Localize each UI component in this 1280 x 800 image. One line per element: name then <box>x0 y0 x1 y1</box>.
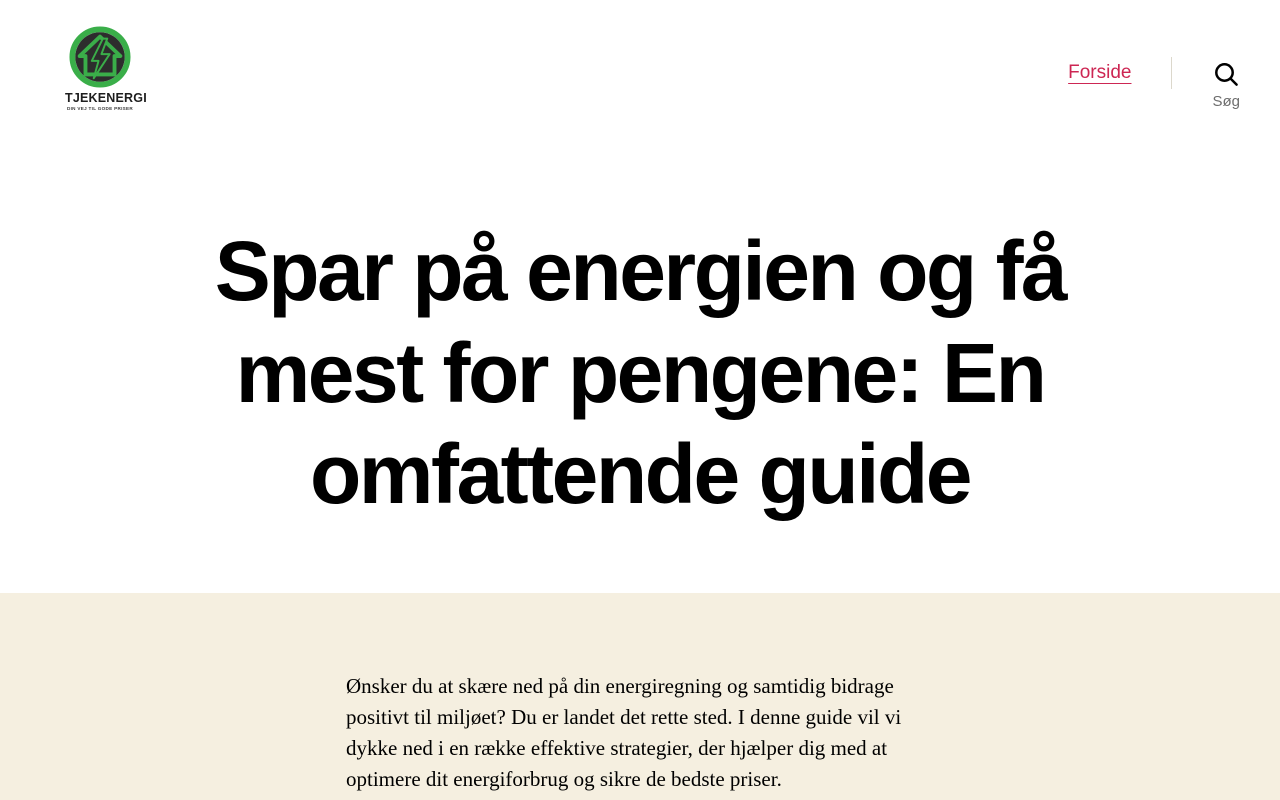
page-title-line-2: mest for pengene: En <box>235 325 1045 420</box>
search-label: Søg <box>1212 93 1240 110</box>
page-title-line-3: omfattende guide <box>309 427 970 522</box>
site-header <box>0 0 1280 145</box>
post-content <box>0 593 1280 800</box>
page-title-line-1: Spar på energien og få <box>214 224 1066 318</box>
primary-nav <box>1068 0 1240 145</box>
logo-tagline: DIN VEJ TIL GODE PRISER <box>66 106 134 111</box>
site-logo[interactable] <box>65 26 147 111</box>
nav-link-forside[interactable]: Forside <box>1068 61 1132 83</box>
tjekenergi-logo-icon <box>69 26 131 88</box>
search-icon <box>1213 61 1240 88</box>
intro-paragraph: Ønsker du at skære ned på din energiregning og samtidig bidrage positivt til miljøet? Du er landet det rette sted. I denne guide vil vi dykke ned i en række effektive strategier, der hjælper dig med at optimere dit energiforbrug og sikre de bedste priser. <box>346 673 902 791</box>
nav-divider <box>1171 57 1172 89</box>
page-title <box>160 221 1120 526</box>
logo-name: TJEKENERGI <box>65 91 147 105</box>
search-toggle[interactable] <box>1212 61 1240 110</box>
entry-header <box>0 145 1280 593</box>
